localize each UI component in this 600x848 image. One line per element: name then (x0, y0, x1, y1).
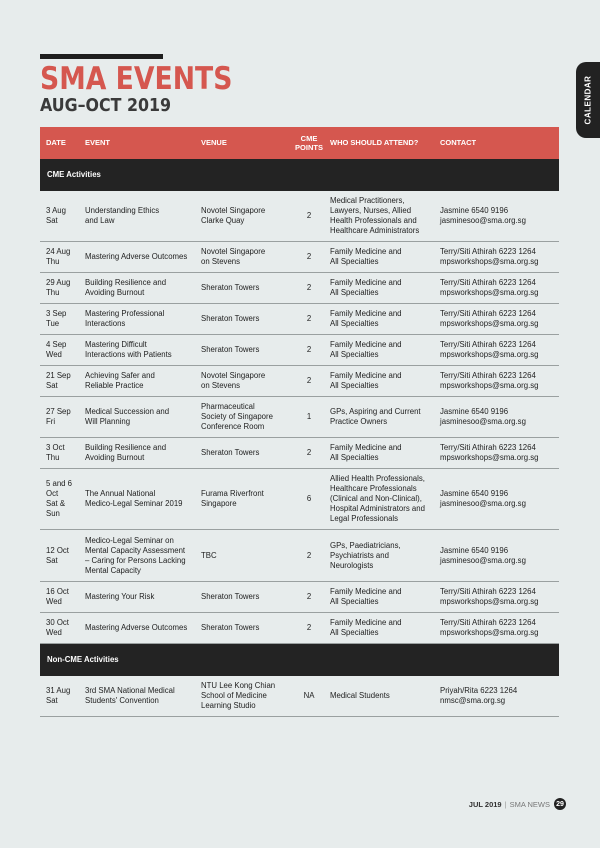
events-table (40, 127, 559, 717)
event-name: Mastering Adverse Outcomes (85, 623, 188, 632)
event-audience: Family Medicine and All Specialties (330, 340, 402, 359)
event-cme-points: 2 (306, 592, 312, 601)
event-audience: Allied Health Professionals, Healthcare Professionals (Clinical and Non-Clinical), Hospital Administrators and Legal Professionals (330, 474, 425, 523)
event-date: 30 Oct Wed (46, 618, 69, 637)
event-contact: Terry/Siti Athirah 6223 1264 mpsworkshops@sma.org.sg (440, 443, 539, 462)
event-date: 31 Aug Sat (46, 686, 71, 705)
col-header-event: EVENT (85, 138, 111, 147)
event-name: Mastering Difficult Interactions with Patients (85, 340, 172, 359)
event-name: Mastering Professional Interactions (85, 309, 165, 328)
table-row (40, 273, 559, 304)
event-cme-points: 2 (306, 345, 312, 354)
event-name: Building Resilience and Avoiding Burnout (85, 443, 167, 462)
event-cme-points: 2 (306, 314, 312, 323)
event-audience: Medical Practitioners, Lawyers, Nurses, Allied Health Professionals and Healthcare Administrators (330, 196, 420, 235)
table-row (40, 242, 559, 273)
event-name: Medical Succession and Will Planning (85, 407, 170, 426)
footer-issue: JUL 2019 (468, 799, 502, 809)
page-number: 29 (554, 798, 566, 810)
event-contact: Jasmine 6540 9196 jasminesoo@sma.org.sg (440, 489, 526, 508)
event-date: 16 Oct Wed (46, 587, 69, 606)
event-date: 21 Sep Sat (46, 371, 71, 390)
event-contact: Jasmine 6540 9196 jasminesoo@sma.org.sg (440, 206, 526, 225)
table-row (40, 469, 559, 530)
event-cme-points: 2 (306, 376, 312, 385)
page-footer (469, 798, 566, 810)
event-audience: Family Medicine and All Specialties (330, 278, 402, 297)
footer-magazine: SMA NEWS (509, 799, 550, 809)
section-header: CME Activities (40, 159, 559, 191)
event-cme-points: 2 (306, 283, 312, 292)
event-venue: Sheraton Towers (201, 623, 260, 632)
event-contact: Terry/Siti Athirah 6223 1264 mpsworkshops@sma.org.sg (440, 309, 539, 328)
col-header-cme-points: CME POINTS (295, 134, 323, 152)
event-cme-points: 2 (306, 252, 312, 261)
event-date: 3 Aug Sat (46, 206, 66, 225)
table-row (40, 304, 559, 335)
event-audience: Family Medicine and All Specialties (330, 618, 402, 637)
table-row (40, 397, 559, 438)
event-venue: Sheraton Towers (201, 592, 260, 601)
event-contact: Terry/Siti Athirah 6223 1264 mpsworkshops@sma.org.sg (440, 587, 539, 606)
table-row (40, 613, 559, 644)
event-contact: Priyah/Rita 6223 1264 nmsc@sma.org.sg (440, 686, 518, 705)
col-header-date: DATE (46, 138, 66, 147)
event-cme-points: 2 (306, 448, 312, 457)
table-row (40, 530, 559, 582)
event-name: Building Resilience and Avoiding Burnout (85, 278, 167, 297)
event-venue: Sheraton Towers (201, 345, 260, 354)
page-subtitle: AUG–OCT 2019 (40, 95, 172, 116)
table-row (40, 582, 559, 613)
table-body (40, 159, 559, 717)
event-contact: Jasmine 6540 9196 jasminesoo@sma.org.sg (440, 407, 526, 426)
event-cme-points: 2 (306, 550, 312, 560)
event-name: Medico-Legal Seminar on Mental Capacity Assessment – Caring for Persons Lacking Mental Capacity (85, 535, 186, 575)
event-venue: Sheraton Towers (201, 283, 260, 292)
event-date: 27 Sep Fri (46, 407, 71, 426)
event-date: 24 Aug Thu (46, 247, 71, 266)
table-row (40, 366, 559, 397)
event-cme-points: 1 (306, 412, 312, 421)
event-venue: Pharmaceutical Society of Singapore Conference Room (201, 402, 273, 431)
calendar-side-tab (576, 62, 600, 138)
event-name: Understanding Ethics and Law (85, 206, 160, 225)
event-name: Mastering Your Risk (85, 592, 155, 601)
col-header-who-should-attend: WHO SHOULD ATTEND? (330, 138, 419, 147)
event-audience: Family Medicine and All Specialties (330, 587, 402, 606)
event-venue: Novotel Singapore on Stevens (201, 247, 266, 266)
event-cme-points: NA (303, 691, 315, 700)
event-venue: TBC (201, 550, 217, 560)
footer-separator: | (504, 799, 507, 809)
event-date: 4 Sep Wed (46, 340, 67, 359)
event-audience: GPs, Aspiring and Current Practice Owners (330, 407, 421, 426)
event-venue: NTU Lee Kong Chian School of Medicine Learning Studio (201, 681, 276, 710)
event-audience: GPs, Paediatricians, Psychiatrists and Neurologists (330, 540, 401, 570)
event-name: Mastering Adverse Outcomes (85, 252, 188, 261)
event-audience: Medical Students (330, 691, 390, 700)
event-audience: Family Medicine and All Specialties (330, 309, 402, 328)
event-contact: Terry/Siti Athirah 6223 1264 mpsworkshops@sma.org.sg (440, 247, 539, 266)
table-row (40, 191, 559, 242)
event-date: 3 Sep Tue (46, 309, 67, 328)
section-header: Non-CME Activities (40, 644, 559, 676)
event-cme-points: 6 (306, 494, 312, 503)
event-cme-points: 2 (306, 211, 312, 220)
col-header-venue: VENUE (201, 138, 227, 147)
event-date: 12 Oct Sat (46, 545, 69, 565)
event-venue: Novotel Singapore Clarke Quay (201, 206, 266, 225)
event-venue: Furama Riverfront Singapore (201, 489, 264, 508)
event-audience: Family Medicine and All Specialties (330, 371, 402, 390)
event-cme-points: 2 (306, 623, 312, 632)
side-tab-label: CALENDAR (583, 75, 593, 125)
event-contact: Terry/Siti Athirah 6223 1264 mpsworkshops@sma.org.sg (440, 618, 539, 637)
event-name: The Annual National Medico-Legal Seminar 2019 (85, 489, 183, 508)
event-audience: Family Medicine and All Specialties (330, 247, 402, 266)
table-row (40, 335, 559, 366)
event-contact: Jasmine 6540 9196 jasminesoo@sma.org.sg (440, 545, 526, 565)
event-venue: Sheraton Towers (201, 314, 260, 323)
page-title: SMA EVENTS (40, 61, 233, 97)
event-name: Achieving Safer and Reliable Practice (85, 371, 155, 390)
event-contact: Terry/Siti Athirah 6223 1264 mpsworkshops@sma.org.sg (440, 371, 539, 390)
table-header-row (40, 127, 559, 159)
event-date: 29 Aug Thu (46, 278, 71, 297)
event-date: 3 Oct Thu (46, 443, 65, 462)
event-venue: Sheraton Towers (201, 448, 260, 457)
table-row (40, 438, 559, 469)
event-name: 3rd SMA National Medical Students' Convention (85, 686, 175, 705)
event-contact: Terry/Siti Athirah 6223 1264 mpsworkshops@sma.org.sg (440, 340, 539, 359)
top-rule (40, 54, 163, 59)
table-row (40, 676, 559, 717)
col-header-contact: CONTACT (440, 138, 477, 147)
event-audience: Family Medicine and All Specialties (330, 443, 402, 462)
event-date: 5 and 6 Oct Sat & Sun (46, 479, 73, 518)
event-venue: Novotel Singapore on Stevens (201, 371, 266, 390)
event-contact: Terry/Siti Athirah 6223 1264 mpsworkshops@sma.org.sg (440, 278, 539, 297)
